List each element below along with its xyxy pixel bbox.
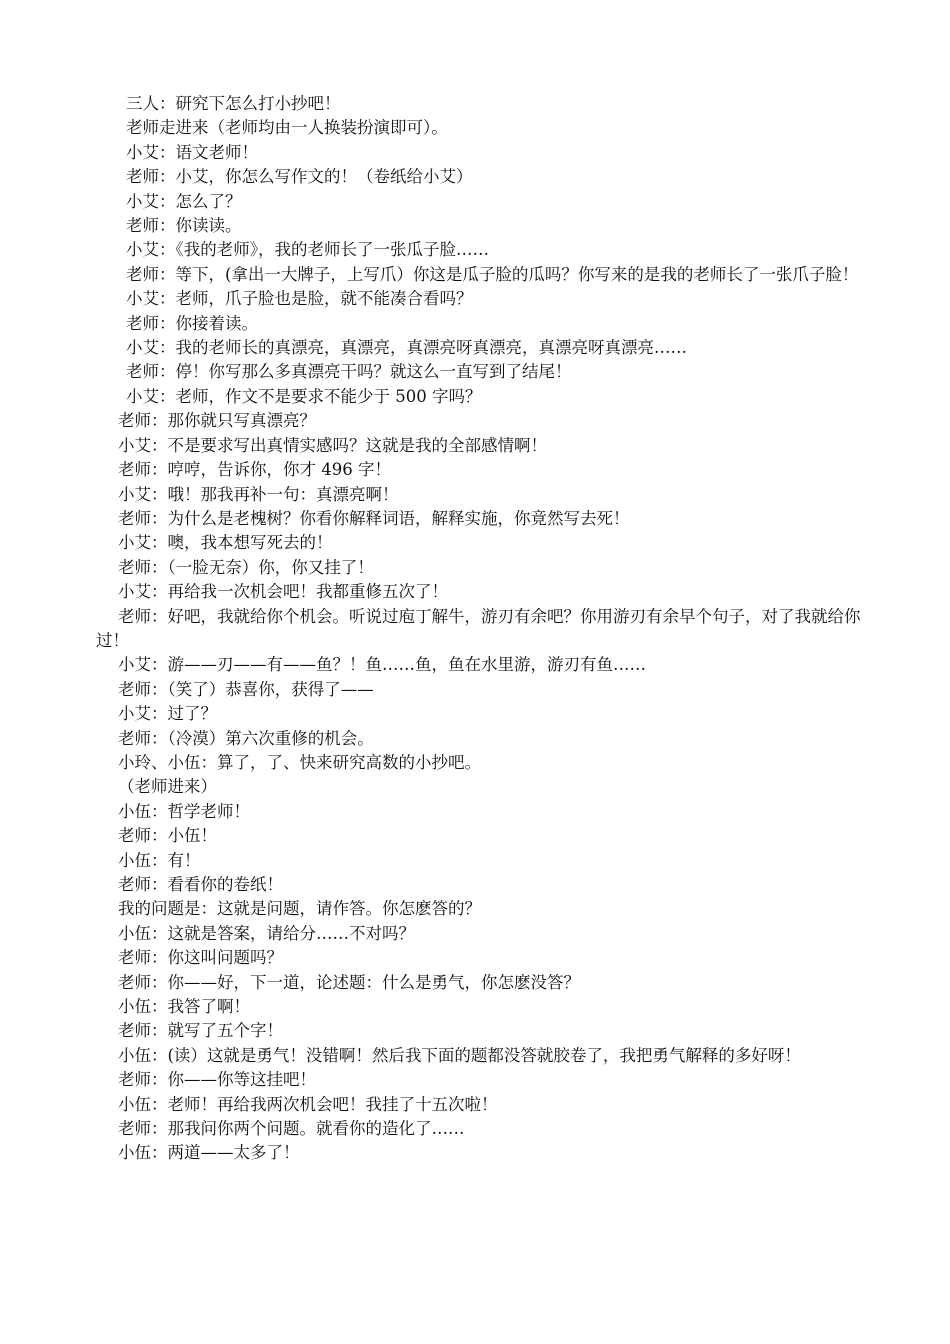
script-line: 小艾：过了？ bbox=[118, 704, 217, 724]
script-line: 小艾：我的老师长的真漂亮，真漂亮，真漂亮呀真漂亮，真漂亮呀真漂亮…… bbox=[126, 338, 687, 358]
script-line: 老师：你读读。 bbox=[126, 216, 242, 236]
script-line: 老师：小艾，你怎么写作文的！（卷纸给小艾） bbox=[126, 167, 473, 187]
script-line: 老师：那你就只写真漂亮？ bbox=[118, 411, 316, 431]
script-line: 小伍：哲学老师！ bbox=[118, 801, 250, 821]
script-line: 小伍：两道——太多了！ bbox=[118, 1143, 300, 1163]
script-line: 小艾：噢，我本想写死去的！ bbox=[118, 533, 333, 553]
script-line: 老师走进来（老师均由一人换装扮演即可）。 bbox=[126, 118, 448, 138]
script-line: 小艾：再给我一次机会吧！我都重修五次了！ bbox=[118, 582, 448, 602]
script-line: 小艾：《我的老师》，我的老师长了一张瓜子脸…… bbox=[126, 240, 489, 260]
script-line: 小艾：哦！那我再补一句：真漂亮啊！ bbox=[118, 484, 399, 504]
script-line: 小伍：这就是答案，请给分……不对吗？ bbox=[118, 923, 415, 943]
script-line: 小伍：(读）这就是勇气！没错啊！然后我下面的题都没答就胶卷了，我把勇气解释的多好呀！ bbox=[118, 1045, 801, 1065]
script-line: 老师：停！你写那么多真漂亮干吗？就这么一直写到了结尾！ bbox=[126, 362, 572, 382]
script-line: 老师：你——你等这挂吧！ bbox=[118, 1070, 316, 1090]
script-line: 老师：你接着读。 bbox=[126, 313, 258, 333]
script-line: 三人：研究下怎么打小抄吧！ bbox=[126, 94, 341, 113]
script-line: 老师：哼哼，告诉你，你才 496 字！ bbox=[118, 460, 391, 480]
script-line: 小艾：怎么了？ bbox=[126, 191, 242, 211]
script-line: 老师：（笑了）恭喜你，获得了—— bbox=[118, 679, 374, 699]
script-line: 老师：等下，(拿出一大牌子，上写爪）你这是瓜子脸的瓜吗？你写来的是我的老师长了一张爪子脸！ bbox=[126, 264, 859, 284]
script-line: 老师：你这叫问题吗？ bbox=[118, 948, 283, 968]
script-line: 小玲、小伍：算了，了、快来研究高数的小抄吧。 bbox=[118, 752, 481, 772]
script-line: 老师：（一脸无奈）你，你又挂了！ bbox=[118, 557, 374, 577]
stage-direction: （老师进来） bbox=[118, 777, 217, 797]
document-body bbox=[96, 92, 866, 1166]
script-line: 老师：看看你的卷纸！ bbox=[118, 875, 283, 894]
script-line: 小艾：语文老师！ bbox=[126, 142, 258, 162]
script-line: 老师：就写了五个字！ bbox=[118, 1021, 283, 1041]
script-line: 小艾：老师，作文不是要求不能少于 500 字吗？ bbox=[126, 386, 482, 406]
script-line: 老师：小伍！ bbox=[118, 826, 217, 846]
script-line: 小艾：老师，爪子脸也是脸，就不能凑合看吗？ bbox=[126, 289, 473, 309]
script-line: 老师：为什么是老槐树？你看你解释词语，解释实施，你竟然写去死！ bbox=[118, 508, 630, 528]
script-line: 小艾：不是要求写出真情实感吗？这就是我的全部感情啊！ bbox=[118, 435, 547, 455]
script-line: 小艾：游——刃——有——鱼？！鱼……鱼，鱼在水里游，游刃有鱼…… bbox=[118, 655, 646, 675]
script-line: 老师：好吧，我就给你个机会。听说过庖丁解牛，游刃有余吧？你用游刃有余早个句子，对了我就给你过！ bbox=[96, 606, 861, 650]
script-line: 我的问题是：这就是问题，请作答。你怎麽答的？ bbox=[118, 899, 481, 919]
script-line: 老师：你——好，下一道，论述题：什么是勇气，你怎麽没答？ bbox=[118, 972, 580, 992]
script-line: 小伍：老师！再给我两次机会吧！我挂了十五次啦！ bbox=[118, 1094, 498, 1114]
script-line: 老师：（冷漠）第六次重修的机会。 bbox=[118, 728, 374, 748]
script-line: 老师：那我问你两个问题。就看你的造化了…… bbox=[118, 1119, 465, 1139]
script-line: 小伍：我答了啊！ bbox=[118, 997, 250, 1017]
script-line: 小伍：有！ bbox=[118, 850, 201, 870]
